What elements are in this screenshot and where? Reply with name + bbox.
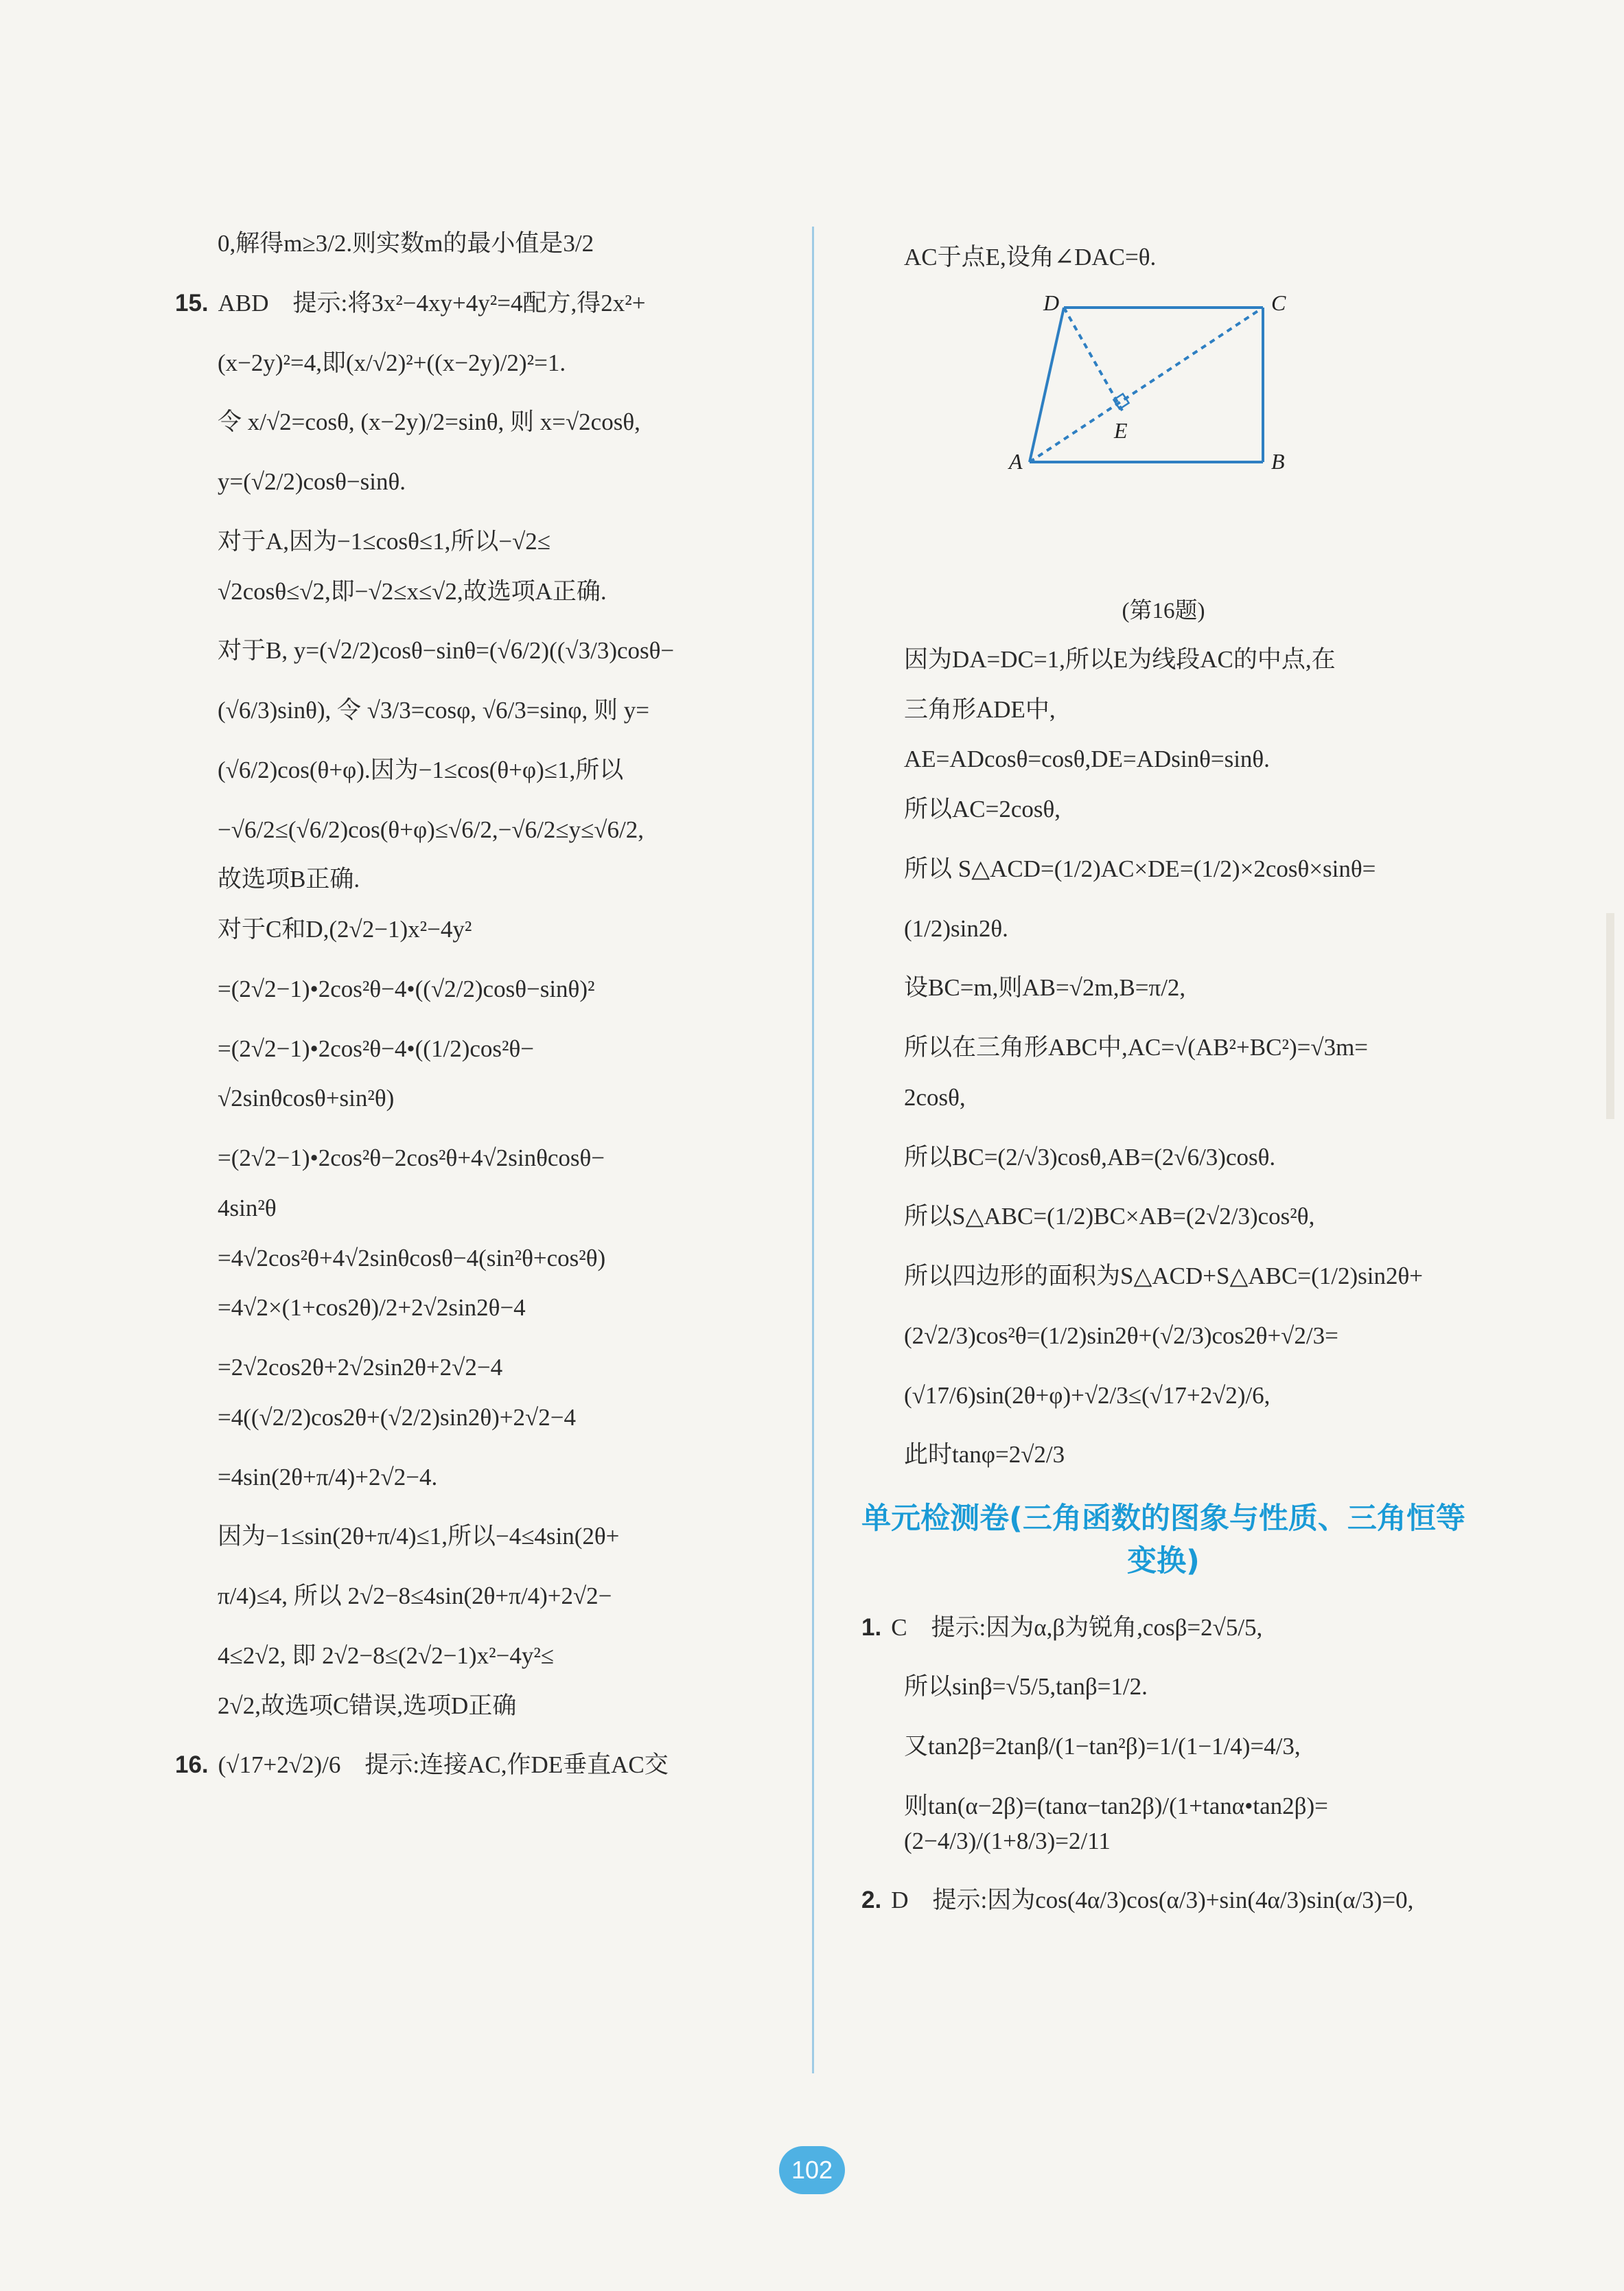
text-line: =4√2cos²θ+4√2sinθcosθ−4(sin²θ+cos²θ) xyxy=(218,1244,606,1271)
text-line: =(2√2−1)•2cos²θ−2cos²θ+4√2sinθcosθ− xyxy=(218,1144,605,1171)
question-15 xyxy=(175,286,796,321)
text-line: C 提示:因为α,β为锐角,cosβ=2√5/5, xyxy=(891,1613,1263,1641)
text-line: 故选项B正确. xyxy=(218,866,360,893)
column-divider xyxy=(812,227,814,2073)
text-line: 所以sinβ=√5/5,tanβ=1/2. xyxy=(904,1673,1148,1701)
vertex-label-e: E xyxy=(1114,417,1128,443)
section-heading: 单元检测卷(三角函数的图象与性质、三角恒等变换) xyxy=(861,1501,1465,1579)
text-line: 此时tanφ=2√2/3 xyxy=(904,1441,1065,1469)
text-line: y=(√2/2)cosθ−sinθ. xyxy=(218,468,406,495)
page-edge-shadow xyxy=(1606,913,1614,1119)
question-16 xyxy=(175,1748,796,1783)
text-line: 2cosθ, xyxy=(904,1083,966,1111)
vertex-label-c: C xyxy=(1271,290,1286,315)
text-line: =(2√2−1)•2cos²θ−4•((1/2)cos²θ− xyxy=(218,1035,534,1062)
text-line: 则tan(α−2β)=(tanα−tan2β)/(1+tanα•tan2β)=(2−4/3)/(1+8/3)=2/11 xyxy=(904,1792,1328,1854)
text-line: 三角形ADE中, xyxy=(904,695,1056,723)
question-number: 15. xyxy=(175,289,209,316)
text-line: (√17/6)sin(2θ+φ)+√2/3≤(√17+2√2)/6, xyxy=(904,1381,1271,1409)
text-line: 又tan2β=2tanβ/(1−tan²β)=1/(1−1/4)=4/3, xyxy=(904,1733,1301,1760)
text-line: π/4)≤4, 所以 2√2−8≤4sin(2θ+π/4)+2√2− xyxy=(218,1582,612,1609)
text-line: 所以 S△ACD=(1/2)AC×DE=(1/2)×2cosθ×sinθ= xyxy=(904,855,1376,882)
text-line: (2√2/3)cos²θ=(1/2)sin2θ+(√2/3)cos2θ+√2/3= xyxy=(904,1322,1338,1349)
text-line: 对于C和D,(2√2−1)x²−4y² xyxy=(218,916,472,943)
text-line: (√6/2)cos(θ+φ).因为−1≤cos(θ+φ)≤1,所以 xyxy=(218,756,624,783)
text-line: √2cosθ≤√2,即−√2≤x≤√2,故选项A正确. xyxy=(218,577,607,605)
text-line: 0,解得m≥3/2.则实数m的最小值是3/2 xyxy=(218,230,594,257)
segment-ac xyxy=(1030,308,1263,462)
vertex-label-b: B xyxy=(1271,448,1285,474)
text-line: 所以AC=2cosθ, xyxy=(904,796,1061,822)
text-line: 所以BC=(2/√3)cosθ,AB=(2√6/3)cosθ. xyxy=(904,1143,1276,1171)
text-line: −√6/2≤(√6/2)cos(θ+φ)≤√6/2,−√6/2≤y≤√6/2, xyxy=(218,816,644,843)
text-line: =2√2cos2θ+2√2sin2θ+2√2−4 xyxy=(218,1354,503,1381)
page-number: 102 xyxy=(779,2146,845,2194)
text-line: (√17+2√2)/6 提示:连接AC,作DE垂直AC交 xyxy=(218,1751,669,1779)
quadrilateral-diagram xyxy=(861,290,1465,579)
text-line: D 提示:因为cos(4α/3)cos(α/3)+sin(4α/3)sin(α/3)=0, xyxy=(891,1887,1414,1914)
text-line: AC于点E,设角∠DAC=θ. xyxy=(904,244,1157,270)
right-column xyxy=(861,240,1465,1943)
question-1 xyxy=(861,1611,1465,1646)
text-line: 因为−1≤sin(2θ+π/4)≤1,所以−4≤4sin(2θ+ xyxy=(218,1523,620,1550)
text-line: (1/2)sin2θ. xyxy=(904,914,1008,942)
text-line: 4≤2√2, 即 2√2−8≤(2√2−1)x²−4y²≤ xyxy=(218,1642,555,1669)
text-line: 所以S△ABC=(1/2)BC×AB=(2√2/3)cos²θ, xyxy=(904,1203,1315,1230)
question-number: 2. xyxy=(861,1887,882,1914)
segment-da xyxy=(1030,308,1064,462)
text-line: =4((√2/2)cos2θ+(√2/2)sin2θ)+2√2−4 xyxy=(218,1403,576,1431)
text-line: 令 x/√2=cosθ, (x−2y)/2=sinθ, 则 x=√2cosθ, xyxy=(218,408,640,436)
text-line: 所以在三角形ABC中,AC=√(AB²+BC²)=√3m= xyxy=(904,1034,1369,1061)
text-line: =4sin(2θ+π/4)+2√2−4. xyxy=(218,1463,438,1490)
text-line: ABD 提示:将3x²−4xy+4y²=4配方,得2x²+ xyxy=(218,289,646,316)
text-line: (√6/3)sinθ), 令 √3/3=cosφ, √6/3=sinφ, 则 y= xyxy=(218,697,649,724)
vertex-label-d: D xyxy=(1043,290,1060,315)
text-line: =(2√2−1)•2cos²θ−4•((√2/2)cosθ−sinθ)² xyxy=(218,975,595,1002)
text-line: 因为DA=DC=1,所以E为线段AC的中点,在 xyxy=(904,645,1336,673)
text-line: =4√2×(1+cos2θ)/2+2√2sin2θ−4 xyxy=(218,1294,526,1322)
question-number: 16. xyxy=(175,1751,209,1779)
text-line: 所以四边形的面积为S△ACD+S△ABC=(1/2)sin2θ+ xyxy=(904,1263,1423,1289)
question-2 xyxy=(861,1883,1465,1918)
text-line: 2√2,故选项C错误,选项D正确 xyxy=(218,1692,517,1719)
text-line: 4sin²θ xyxy=(218,1194,277,1221)
text-line: AE=ADcosθ=cosθ,DE=ADsinθ=sinθ. xyxy=(904,746,1270,773)
figure-quadrilateral xyxy=(861,290,1465,579)
segment-de xyxy=(1064,308,1122,411)
text-line: 对于B, y=(√2/2)cosθ−sinθ=(√6/2)((√3/3)cosθ− xyxy=(218,637,675,665)
text-line: 设BC=m,则AB=√2m,B=π/2, xyxy=(904,974,1186,1002)
text-line: √2sinθcosθ+sin²θ) xyxy=(218,1085,395,1112)
question-number: 1. xyxy=(861,1613,882,1641)
text-line: (x−2y)²=4,即(x/√2)²+((x−2y)/2)²=1. xyxy=(218,349,566,376)
left-column xyxy=(175,227,796,1808)
text-line: 对于A,因为−1≤cosθ≤1,所以−√2≤ xyxy=(218,527,551,555)
vertex-label-a: A xyxy=(1009,448,1023,474)
figure-caption: (第16题) xyxy=(1122,598,1205,623)
